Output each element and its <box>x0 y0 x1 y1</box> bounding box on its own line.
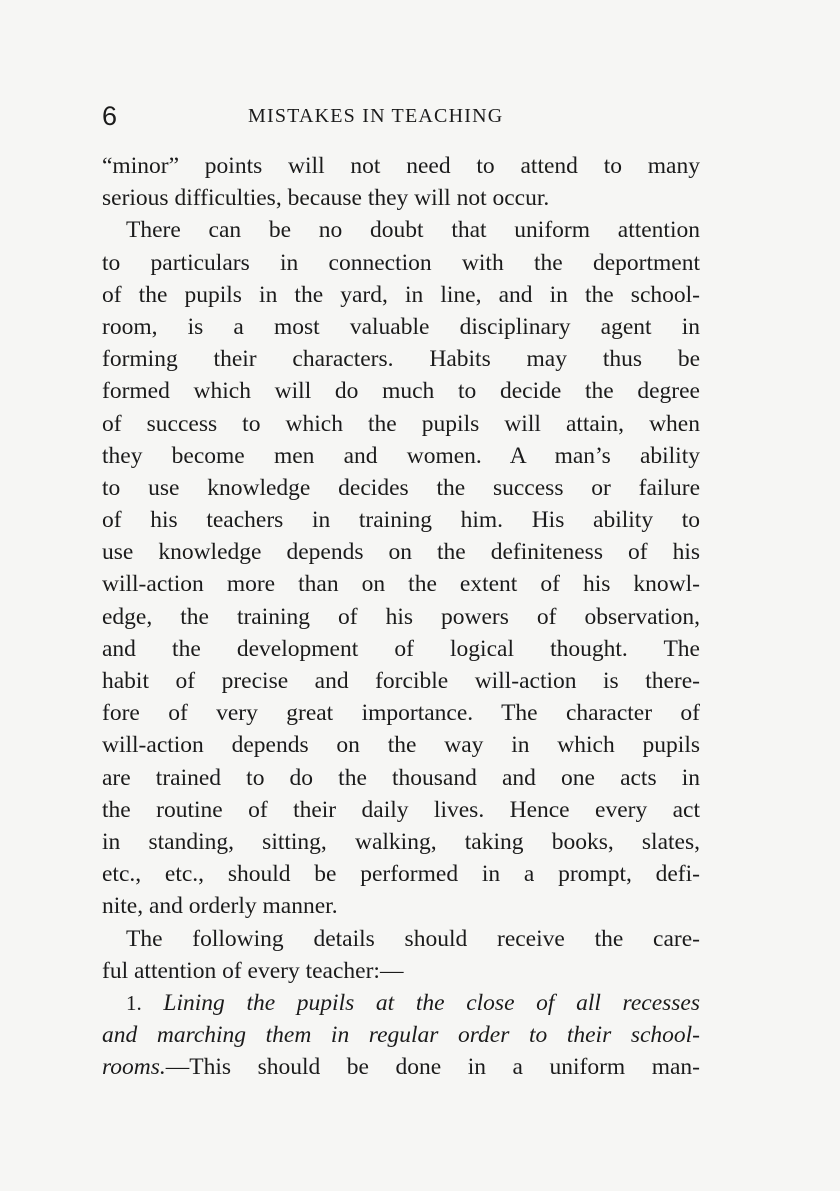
text-line: of the pupils in the yard, in line, and in the school- <box>102 281 700 308</box>
text-line: they become men and women. A man’s ability <box>102 442 700 469</box>
running-head: MISTAKES IN TEACHING <box>248 105 504 127</box>
text-line: to use knowledge decides the success or failure <box>102 474 700 501</box>
list-item-text: —This should be done in a uniform man- <box>165 1054 700 1081</box>
text-line: of his teachers in training him. His ability to <box>102 507 700 534</box>
text-line: habit of precise and forcible will-action is there- <box>102 668 700 694</box>
text-line: and the development of logical thought. The <box>102 635 700 662</box>
list-item-1-line <box>102 987 700 1019</box>
text-line: room, is a most valuable disciplinary agent in <box>102 313 700 340</box>
text-line: There can be no doubt that uniform attention <box>126 217 700 244</box>
text-line: use knowledge depends on the definiteness of his <box>102 539 700 566</box>
list-item-1-line <box>102 1051 700 1083</box>
text-line: edge, the training of his powers of observation, <box>102 603 700 630</box>
text-line: “minor” points will not need to attend to many <box>102 153 700 179</box>
text-line: in standing, sitting, walking, taking books, slates, <box>102 828 700 855</box>
text-line: The following details should receive the care- <box>126 925 700 952</box>
list-item-number: 1. <box>126 990 142 1015</box>
page-number: 6 <box>102 101 118 131</box>
list-item-heading-end: rooms. <box>102 1054 166 1081</box>
list-item-heading: Lining the pupils at the close of all recesses <box>163 989 700 1016</box>
list-item-heading-continued: and marching them in regular order to their school- <box>102 1022 700 1049</box>
text-line: are trained to do the thousand and one acts in <box>102 764 700 791</box>
text-line: nite, and orderly manner. <box>102 893 338 920</box>
text-line: formed which will do much to decide the degree <box>102 378 700 405</box>
text-line: the routine of their daily lives. Hence every act <box>102 796 700 823</box>
page-header <box>102 98 702 134</box>
text-line: fore of very great importance. The character of <box>102 700 700 727</box>
text-line: will-action more than on the extent of his knowl- <box>102 571 700 598</box>
text-line: etc., etc., should be performed in a prompt, defi- <box>102 861 700 888</box>
text-line: forming their characters. Habits may thus be <box>102 346 700 373</box>
text-line: to particulars in connection with the deportment <box>102 249 700 276</box>
text-line: will-action depends on the way in which pupils <box>102 732 700 759</box>
body-text <box>102 150 700 1083</box>
text-line: of success to which the pupils will attain, when <box>102 410 700 437</box>
text-line: ful attention of every teacher:— <box>102 957 404 984</box>
text-line: serious difficulties, because they will not occur. <box>102 185 550 212</box>
